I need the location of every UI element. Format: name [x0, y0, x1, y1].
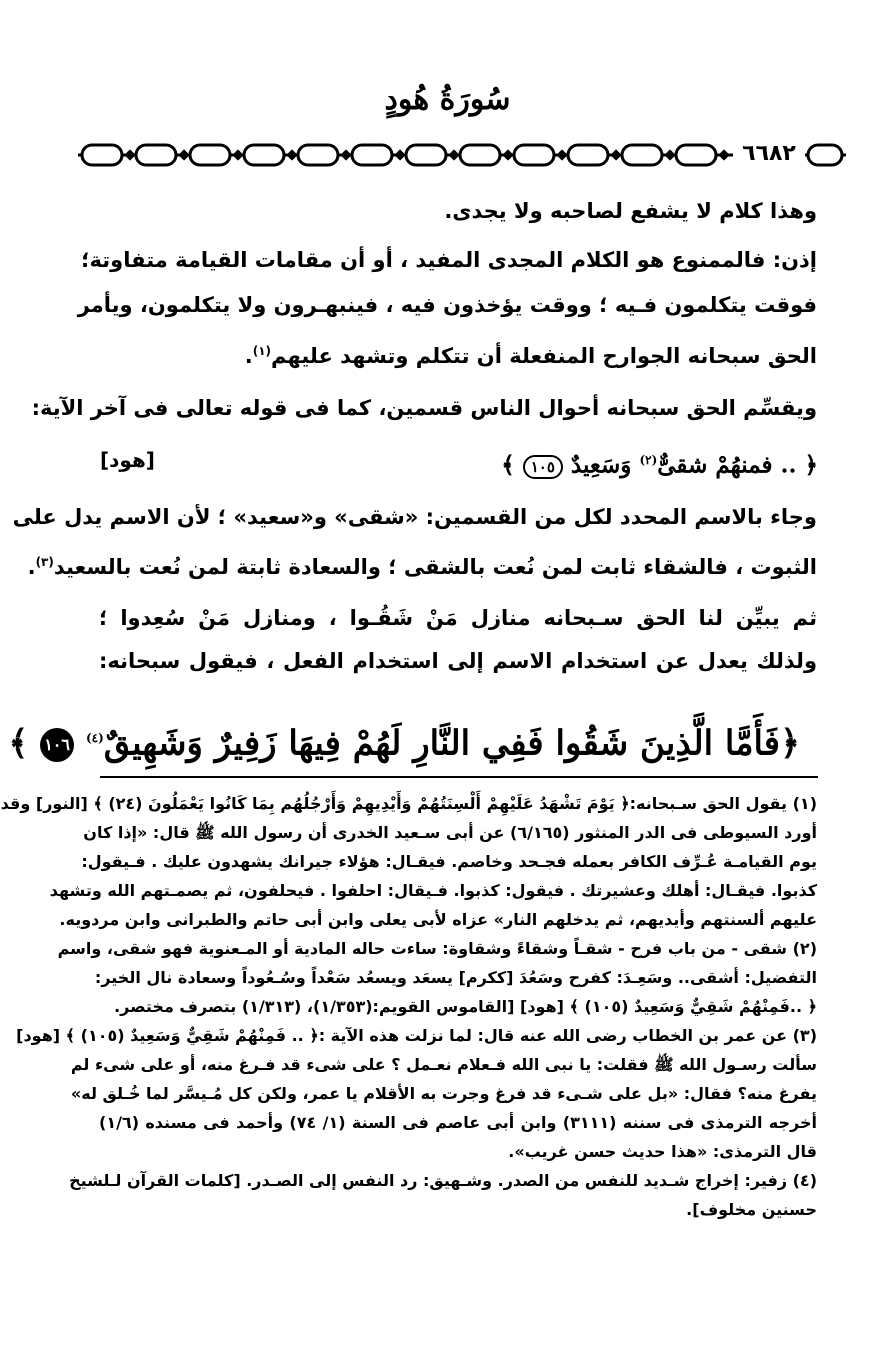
footnote-mark: (١): [252, 344, 272, 358]
footnote-line: (٣) عن عمر بن الخطاب رضى الله عنه قال: لما نزلت هذه الآية :﴿ .. فَمِنْهُمْ شَقِيٌّ وَسَعِيدٌ (١٠٥) ﴾ [هود]: [16, 1026, 817, 1045]
footnote-line: أورد السيوطى فى الدر المنثور (٦/١٦٥) عن أبى سـعيد الخدرى أن رسول الله ﷺ قال: «إذا كان: [83, 823, 817, 842]
quran-quote: [100, 440, 818, 480]
footnote-line: سألت رسـول الله ﷺ فقلت: يا نبى الله فـعلام نعـمل ؟ على شىء قد فـرغ منه، أو على شىء لم: [70, 1055, 817, 1074]
footnote-line: يوم القيامـة عُـرِّف الكافر بعمله فجـحد وخاصم. فيقـال: هؤلاء جيرانك يشهدون عليك . فـيقول:: [81, 852, 817, 871]
body-line: وجاء بالاسم المحدد لكل من القسمين: «شقى» و«سعيد» ؛ لأن الاسم يدل على: [12, 505, 817, 529]
footnote-line: التفضيل: أشقى.. وسَعِـدَ: كفرح وسَعُدَ [ككرم] يسعَد ويسعُد سَعْداً وسُـعُوداً وسعادة نال الخير:: [94, 968, 817, 987]
footnote-line: حسنين مخلوف].: [686, 1200, 817, 1219]
quote-part: وَسَعِيدٌ: [570, 451, 632, 479]
body-line: ويقسِّم الحق سبحانه أحوال الناس قسمين، كما فى قوله تعالى فى آخر الآية:: [31, 396, 817, 420]
footnote-mark: (٣): [35, 555, 54, 569]
footnote-line: (١) يقول الحق سـبحانه:﴿ يَوْمَ تَشْهَدُ عَلَيْهِمْ أَلْسِنَتُهُمْ وَأَيْدِيهِمْ وَأَرْجُلُهُم بِمَا كَانُوا يَعْمَلُونَ (٢٤) ﴾ [النور] وقد: [0, 794, 817, 813]
footnote-line: عليهم ألسنتهم وأيديهم، ثم يدخلهم النار» عزاه لأبى يعلى وابن أبى حاتم والطبرانى وابن مردويه.: [59, 910, 817, 929]
footnote-line: ﴿ ..فَمِنْهُمْ شَقِيٌّ وَسَعِيدٌ (١٠٥) ﴾ [هود] [القاموس القويم:(١/٣٥٣)، (١/٣١٣) بتصرف مختصر.: [114, 997, 817, 1016]
quote-text: [501, 440, 818, 486]
body-line-text: الحق سبحانه الجوارح المنفعلة أن تتكلم وتشهد عليهم: [271, 344, 817, 368]
quran-verse: [8, 708, 800, 768]
surah-reference: [هود]: [100, 448, 155, 472]
footnote-line: كذبوا. فيقـال: أهلك وعشيرتك . فيقول: كذبوا. فـيقال: احلفوا . فيحلفون، ثم يصمـتهم الله وتشهد: [49, 881, 817, 900]
footnote-divider: [100, 776, 818, 778]
footnote-mark: (٤): [85, 731, 104, 745]
ayah-number: ١٠٥: [523, 455, 563, 479]
footnote-line: قال الترمذى: «هذا حديث حسن غريب».: [508, 1142, 817, 1161]
footnote-mark: (٢): [639, 453, 658, 467]
body-line: وهذا كلام لا يشفع لصاحبه ولا يجدى.: [444, 199, 817, 223]
quote-part: ﴿ .. فمنهُمْ شقىٌّ: [657, 451, 818, 479]
footnote-line: أخرجه الترمذى فى سننه (٣١١١) وابن أبى عاصم فى السنة (١/ ٧٤) وأحمد فى مسنده (١/٦): [99, 1113, 818, 1132]
verse-close: ﴾: [8, 723, 29, 764]
body-line: الحق سبحانه الجوارح المنفعلة أن تتكلم وتشهد عليهم$^{(١)}$.: [244, 344, 817, 368]
body-line-text: الثبوت ، فالشقاء ثابت لمن نُعت بالشقى ؛ والسعادة ثابتة لمن نُعت بالسعيد: [53, 555, 817, 579]
footnote-line: يفرغ منه؟ فقال: «بل على شـىء قد فرغ وجرت به الأقلام يا عمر، ولكن كل مُـيسَّر لما خُـلق له»: [70, 1084, 817, 1103]
surah-title: سُورَةُ هُودٍ: [384, 82, 511, 117]
page-number: ٦٦٨٢: [733, 140, 805, 168]
body-line: ثم يبيِّن لنا الحق سـبحانه منازل مَنْ شَقُـوا ، ومنازل مَنْ سُعِدوا ؛: [99, 606, 817, 630]
footnote-line: (٢) شقى - من باب فرح - شقـاً وشقاءً وشقاوة: ساءت حاله المادية أو المـعنوية فهو شقى، واسم: [57, 939, 817, 958]
footnote-line: (٤) زفير: إخراج شـديد للنفس من الصدر. وشـهيق: رد النفس إلى الصـدر. [كلمات القرآن لـلشيخ: [69, 1171, 817, 1190]
body-line: الثبوت ، فالشقاء ثابت لمن نُعت بالشقى ؛ والسعادة ثابتة لمن نُعت بالسعيد$^{(٣)}$.: [27, 555, 817, 579]
verse-number: ١٠٦: [40, 728, 74, 762]
body-line: ولذلك يعدل عن استخدام الاسم إلى استخدام الفعل ، فيقول سبحانه:: [99, 649, 817, 673]
ornamental-border: [78, 140, 846, 170]
quote-close: ﴾: [501, 451, 515, 479]
body-line: فوقت يتكلمون فـيه ؛ ووقت يؤخذون فيه ، فينبهـرون ولا يتكلمون، ويأمر: [77, 293, 817, 317]
verse-text: ﴿فَأَمَّا الَّذِينَ شَقُوا فَفِي النَّارِ لَهُمْ فِيهَا زَفِيرٌ وَشَهِيقٌ: [103, 723, 800, 764]
body-line: إذن: فالممنوع هو الكلام المجدى المفيد ، أو أن مقامات القيامة متفاوتة؛: [81, 248, 817, 272]
